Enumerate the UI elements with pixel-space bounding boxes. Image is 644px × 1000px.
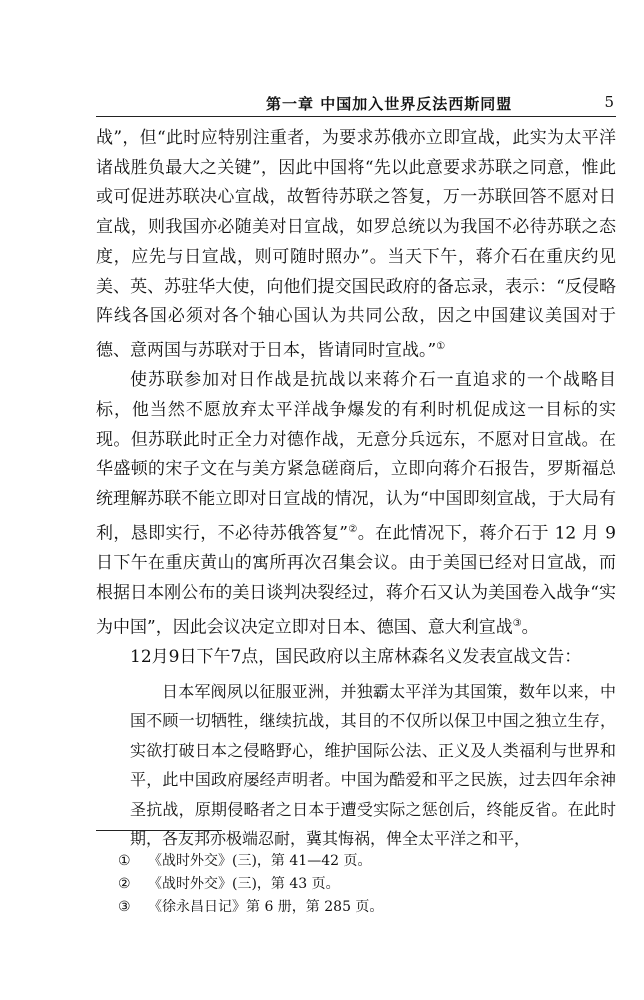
- footnote-mark: ②: [118, 876, 131, 892]
- block-quote: [96, 677, 616, 854]
- footnote-text: 《徐永昌日记》第 6 册，第 285 页。: [148, 899, 384, 915]
- footnote: [118, 850, 598, 873]
- footnote-rule: [96, 830, 222, 831]
- footnote-text: 《战时外交》(三)，第 43 页。: [148, 876, 340, 892]
- footnote-ref: ③: [512, 617, 522, 629]
- page-header: [94, 93, 614, 115]
- footnote-ref: ②: [347, 523, 358, 535]
- body-text: [96, 124, 616, 854]
- paragraph-text: 。: [521, 617, 539, 638]
- paragraph: [96, 643, 616, 673]
- footnote: [118, 873, 598, 896]
- footnotes: [118, 850, 598, 919]
- quote-text: 日本军阀夙以征服亚洲，并独霸太平洋为其国策，数年以来，中国不顾一切牺牲，继续抗战，其目的不仅所以保卫中国之独立生存，实欲打破日本之侵略野心，维护国际公法、正义及人类福利与世界和平，此中国政府屡经声明者。中国为酷爱和平之民族，过去四年余神圣抗战，原期侵略者之日本于遭受实际之惩创后，终能反省。在此时期，各友邦亦极端忍耐，冀其悔祸，俾全太平洋之和平，: [130, 681, 616, 849]
- header-rule: [96, 116, 616, 117]
- footnote-text: 《战时外交》(三)，第 41—42 页。: [148, 853, 372, 869]
- paragraph-text: 使苏联参加对日作战是抗战以来蒋介石一直追求的一个战略目标，他当然不愿放弃太平洋战争爆发的有利时机促成这一目标的实现。但苏联此时正全力对德作战，无意分兵远东，不愿对日宣战。在华盛顿的宋子文在与美方紧急磋商后，立即向蒋介石报告，罗斯福总统理解苏联不能立即对日宣战的情况，认为“中国即刻宣战，于大局有利，恳即实行，不必待苏俄答复”: [96, 370, 616, 544]
- page-number: 5: [604, 93, 614, 111]
- paragraph-text: 12月9日下午7点，国民政府以主席林森名义发表宣战文告：: [130, 646, 582, 667]
- footnote-mark: ③: [118, 899, 131, 915]
- footnote: [118, 896, 598, 919]
- paragraph-text: 。在此情况下，蒋介石于 12 月 9 日下午在重庆黄山的寓所再次召集会议。由于美国已经对日宣战，而根据日本刚公布的美日谈判决裂经过，蒋介石又认为美国卷入战争“实为中国”，因此会议决定立即对日本、德国、意大利宣战: [96, 523, 616, 638]
- footnote-mark: ①: [118, 853, 131, 869]
- footnote-ref: ①: [436, 340, 446, 352]
- paragraph-text: 战”，但“此时应特别注重者，为要求苏俄亦立即宣战，此实为太平洋诸战胜负最大之关键”，因此中国将“先以此意要求苏联之同意，惟此或可促进苏联决心宣战，故暂待苏联之答复，万一苏联回答不愿对日宣战，则我国亦必随美对日宣战，如罗总统以为我国不必待苏联之态度，应先与日宣战，则可随时照办”。当天下午，蒋介石在重庆约见美、英、苏驻华大使，向他们提交国民政府的备忘录，表示：“反侵略阵线各国必须对各个轴心国认为共同公敌，因之中国建议美国对于德、意两国与苏联对于日本，皆请同时宣战。”: [96, 128, 616, 361]
- running-head: 第一章 中国加入世界反法西斯同盟: [266, 95, 513, 113]
- paragraph: [96, 366, 616, 643]
- paragraph-continued: [96, 124, 616, 366]
